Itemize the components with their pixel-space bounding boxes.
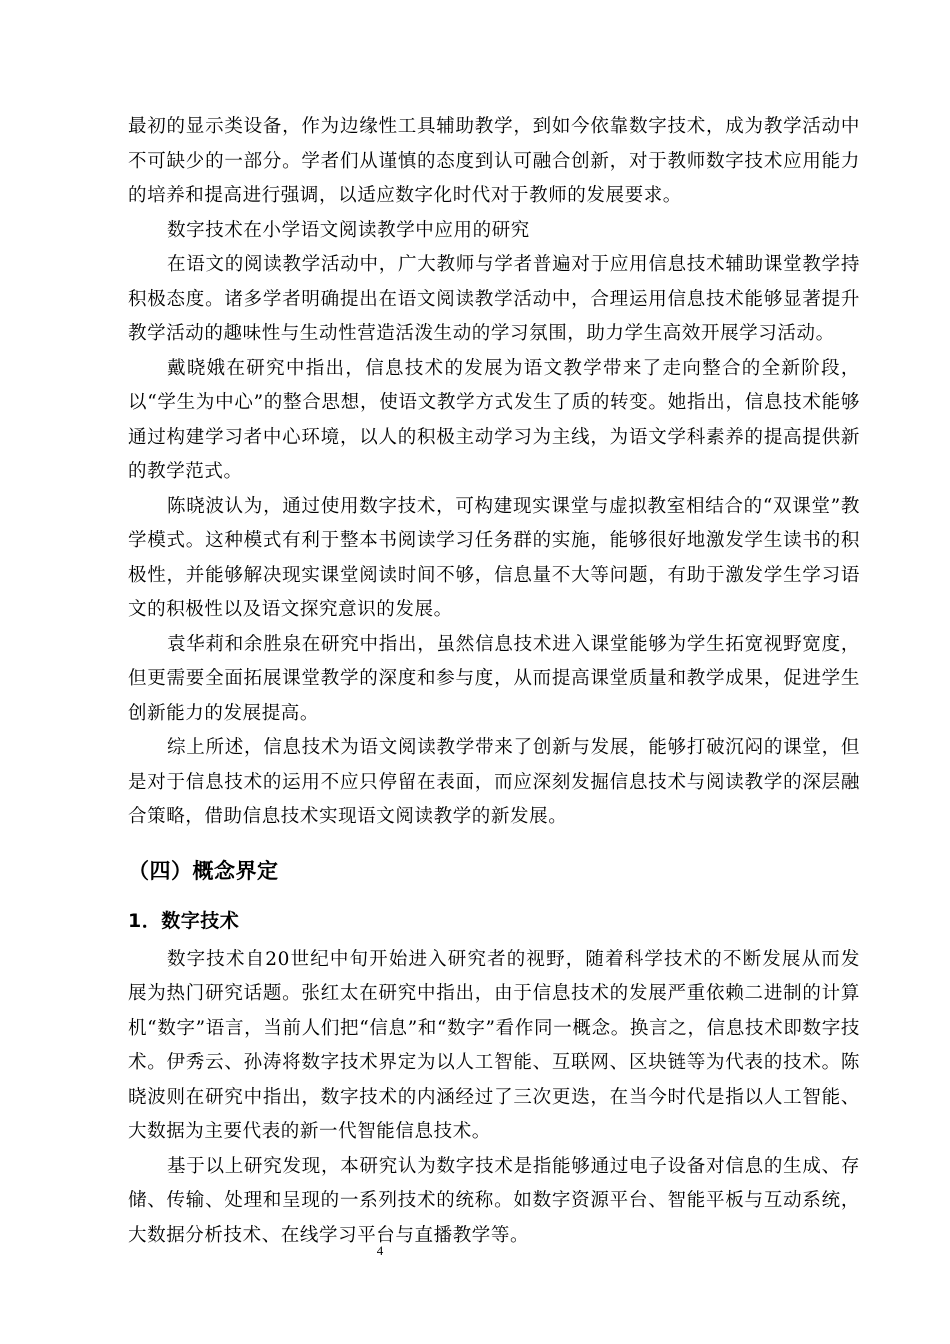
paragraph: 数字技术自20世纪中旬开始进入研究者的视野，随着科学技术的不断发展从而发展为热门研究话题。张红太在研究中指出，由于信息技术的发展严重依赖二进制的计算机“数字”语言，当前人们把“信息”和“数字”看作同一概念。换言之，信息技术即数字技术。伊秀云、孙涛将数字技术界定为以人工智能、互联网、区块链等为代表的技术。陈晓波则在研究中指出，数字技术的内涵经过了三次更迭，在当今时代是指以人工智能、大数据为主要代表的新一代智能信息技术。 bbox=[128, 948, 860, 1142]
paragraph: 陈晓波认为，通过使用数字技术，可构建现实课堂与虚拟教室相结合的“双课堂”教学模式。这种模式有利于整本书阅读学习任务群的实施，能够很好地激发学生读书的积极性，并能够解决现实课堂阅读时间不够，信息量不大等问题，有助于激发学生学习语文的积极性以及语文探究意识的发展。 bbox=[128, 495, 860, 620]
paragraph: 基于以上研究发现，本研究认为数字技术是指能够通过电子设备对信息的生成、存储、传输、处理和呈现的一系列技术的统称。如数字资源平台、智能平板与互动系统，大数据分析技术、在线学习平台与直播教学等。 bbox=[128, 1155, 860, 1246]
subsection-heading: 1．数字技术 bbox=[128, 909, 240, 932]
page-number: 4 bbox=[376, 1243, 384, 1258]
paragraph: 在语文的阅读教学活动中，广大教师与学者普遍对于应用信息技术辅助课堂教学持积极态度。诸多学者明确提出在语文阅读教学活动中，合理运用信息技术能够显著提升教学活动的趣味性与生动性营造活泼生动的学习氛围，助力学生高效开展学习活动。 bbox=[128, 254, 860, 344]
section-heading: （四）概念界定 bbox=[128, 858, 279, 883]
paragraph: 戴晓娥在研究中指出，信息技术的发展为语文教学带来了走向整合的全新阶段，以“学生为中心”的整合思想，使语文教学方式发生了质的转变。她指出，信息技术能够通过构建学习者中心环境，以人的积极主动学习为主线，为语文学科素养的提高提供新的教学范式。 bbox=[128, 357, 860, 482]
paragraph: 袁华莉和余胜泉在研究中指出，虽然信息技术进入课堂能够为学生拓宽视野宽度，但更需要全面拓展课堂教学的深度和参与度，从而提高课堂质量和教学成果，促进学生创新能力的发展提高。 bbox=[128, 633, 860, 724]
document-body bbox=[128, 110, 860, 1253]
paragraph: 综上所述，信息技术为语文阅读教学带来了创新与发展，能够打破沉闷的课堂，但是对于信息技术的运用不应只停留在表面，而应深刻发掘信息技术与阅读教学的深层融合策略，借助信息技术实现语文阅读教学的新发展。 bbox=[128, 737, 860, 827]
paragraph-continuation: 最初的显示类设备，作为边缘性工具辅助教学，到如今依靠数字技术，成为教学活动中不可缺少的一部分。学者们从谨慎的态度到认可融合创新，对于教师数字技术应用能力的培养和提高进行强调，以适应数字化时代对于教师的发展要求。 bbox=[128, 116, 860, 206]
subtopic-title: 数字技术在小学语文阅读教学中应用的研究 bbox=[167, 219, 530, 241]
